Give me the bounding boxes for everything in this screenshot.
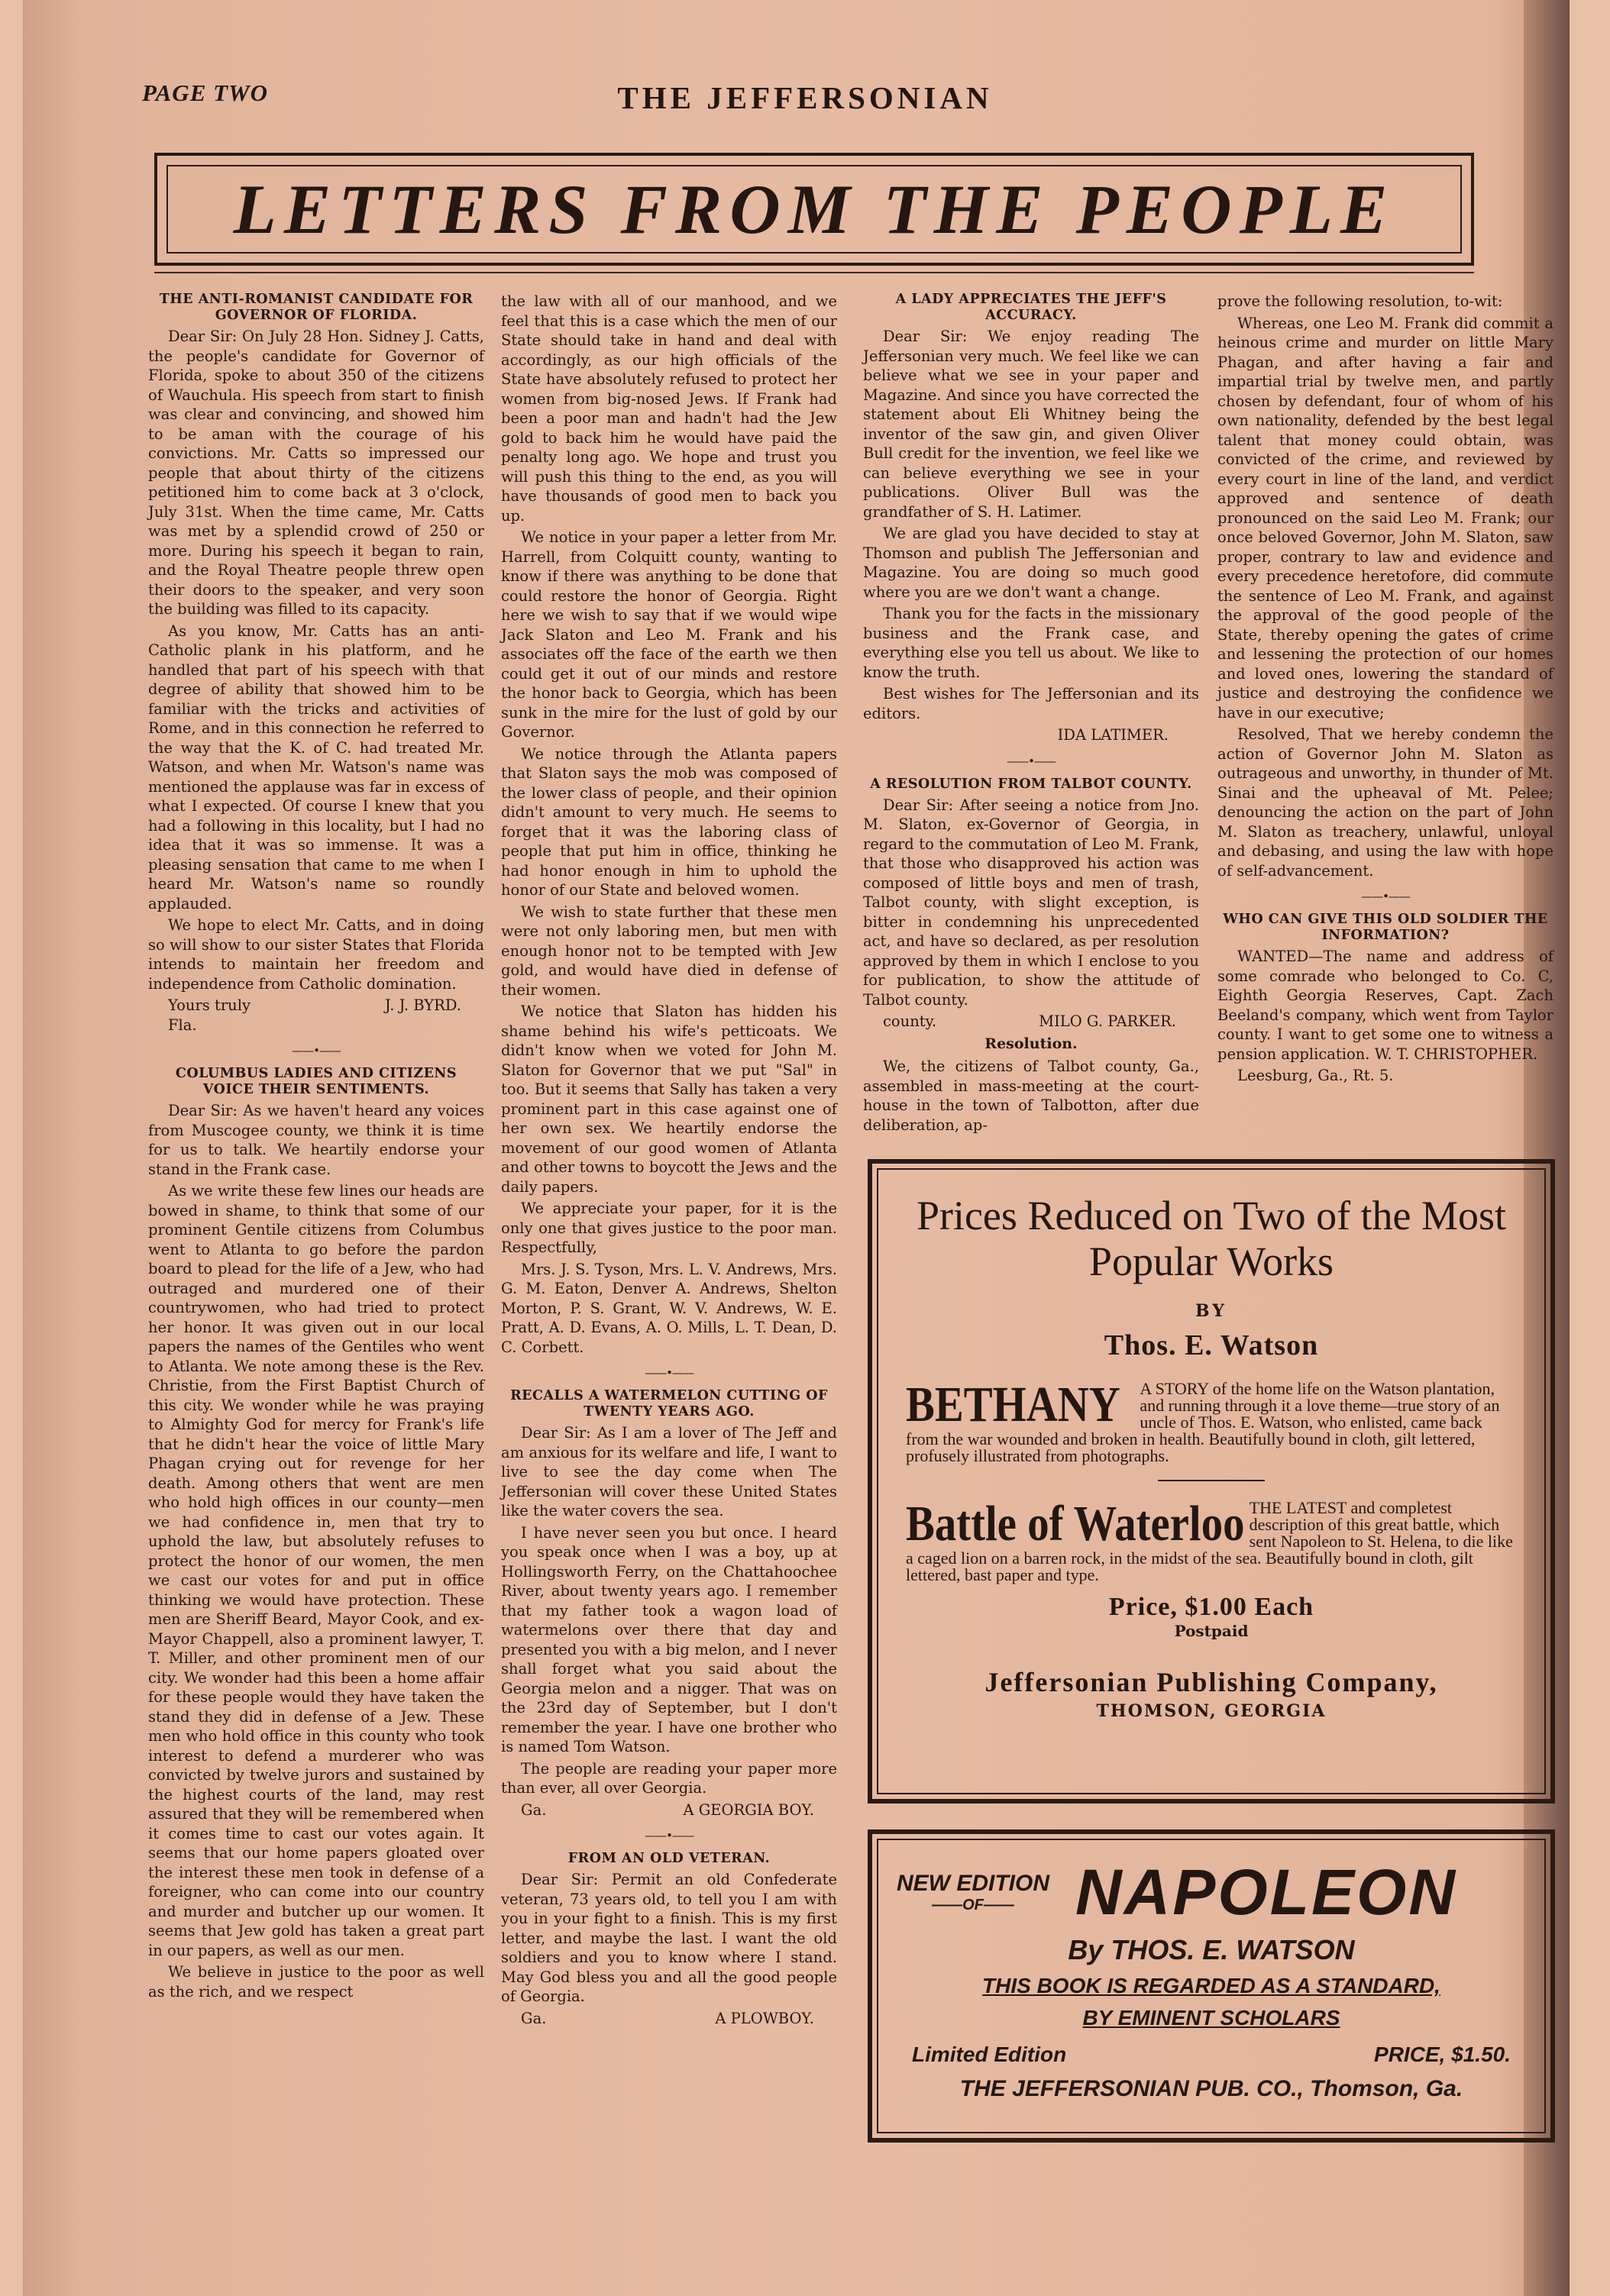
letter-paragraph: Whereas, one Leo M. Frank did commit a heinous crime and murder on little Mary Phagan, and after having a fair and impartial trial by twelve men, and partly chosen by defendant, four of whom of his own nationality, defended by the best legal talent that money could obtain, was convicted of the crime, and reviewed by every court in line of the land, and verdict approved and sentence of death pronounced on the said Leo M. Frank; our once beloved Governor, John M. Slaton, saw proper, contrary to law and evidence and every precedence heretofore, did commute the sentence of Leo M. Frank, and against the approval of the good people of the State, thereby opening the gates of crime and lessening the protection of our homes and loved ones, lowering the standard of justice and destroying the confidence we have in our executive; bbox=[1217, 314, 1553, 722]
ad-by: BY bbox=[1195, 1301, 1227, 1321]
letter-heading: A LADY APPRECIATES THE JEFF'S ACCURACY. bbox=[895, 292, 1167, 323]
section-banner bbox=[154, 153, 1474, 266]
ad-title-row bbox=[878, 1840, 1544, 1929]
letter-paragraph: Dear Sir: As we haven't heard any voices from Muscogee county, we think it is time for us to talk. We heartily endorse your stand in the Frank case. bbox=[148, 1102, 484, 1178]
page-label: PAGE TWO bbox=[142, 79, 269, 106]
letter-place: Leesburg, Ga., Rt. 5. bbox=[1237, 1067, 1394, 1084]
letter-paragraph: As you know, Mr. Catts has an anti-Catholic plank in his platform, and he handled that part of his speech with that degree of ability that showed him to be familiar with the tricks and activities of Rome, and in this connection he referred to the way that the K. of C. had treated Mr. Watson, and when Mr. Watson's name was mentioned the applause was far in excess of what I expected. Of course I knew that you had a following in this locality, but I had no idea that it was so immense. It was a pleasing sensation that came to me when I heard Mr. Watson's name so roundly applauded. bbox=[148, 622, 484, 912]
letter-heading: RECALLS A WATERMELON CUTTING OF TWENTY YEARS AGO. bbox=[510, 1388, 828, 1419]
ad-napoleon bbox=[868, 1829, 1555, 2143]
banner-rule bbox=[154, 272, 1474, 273]
letter-paragraph: the law with all of our manhood, and we feel that this is a case which the men of our State should take in hand and deal with accordingly, as our high officials of the State have absolutely refused to protect her women from big-nosed Jews. If Frank had been a poor man and hadn't had the Jew gold to back him he would have paid the penalty long ago. We hope and trust you will push this thing to the end, as you will have thousands of good men to back you up. bbox=[501, 292, 837, 525]
signature-name: IDA LATIMER. bbox=[1057, 726, 1169, 744]
ad-price: PRICE, $1.50. bbox=[1374, 2043, 1511, 2066]
ad-postpaid: Postpaid bbox=[1174, 1622, 1249, 1640]
separator-rule: ——•—— bbox=[1007, 754, 1056, 768]
letter-paragraph: Best wishes for The Jeffersonian and its editors. bbox=[863, 685, 1199, 722]
letter-paragraph: Dear Sir: We enjoy reading The Jeffersonian very much. We feel like we can believe what we see in your paper and Magazine. And since you have corrected the statement about Eli Whitney being the inventor of the saw gin, and given Oliver Bull credit for the invention, we feel like we can believe everything we see in your publications. Oliver Bull was the grandfather of S. H. Latimer. bbox=[863, 328, 1199, 521]
letter-paragraph: We believe in justice to the poor as well as the rich, and we respect bbox=[148, 1963, 484, 2001]
signature-name: MILO G. PARKER. bbox=[1039, 1012, 1176, 1030]
letter-signature bbox=[501, 2009, 837, 2029]
letter-signature bbox=[501, 1800, 837, 1820]
letter-heading: FROM AN OLD VETERAN. bbox=[567, 1851, 771, 1866]
signature-place: county. bbox=[883, 1012, 937, 1030]
separator-rule: ——•—— bbox=[645, 1829, 693, 1842]
ad-headline: Prices Reduced on Two of the Most Popular Works bbox=[916, 1193, 1507, 1284]
book-description bbox=[906, 1377, 1517, 1465]
separator-rule: ——•—— bbox=[292, 1044, 341, 1058]
ad-tagline-1: THIS BOOK IS REGARDED AS A STANDARD, bbox=[982, 1974, 1440, 1997]
section-title: LETTERS FROM THE PEOPLE bbox=[233, 170, 1395, 248]
letter-place: Fla. bbox=[168, 1016, 197, 1034]
book-title: BETHANY bbox=[906, 1377, 1120, 1432]
ad-price-row bbox=[878, 2043, 1544, 2067]
letter-paragraph: WANTED—The name and address of some comrade who belonged to Co. C, Eighth Georgia Reserves, Capt. Zach Beeland's company, which went from Taylor county. I want to get some one to witness a pension application. W. T. CHRISTOPHER. bbox=[1217, 948, 1553, 1063]
letter-paragraph: We, the citizens of Talbot county, Ga., assembled in mass-meeting at the court-house in the town of Talbotton, after due deliberation, ap- bbox=[863, 1058, 1199, 1134]
book-description-text: A STORY of the home life on the Watson plantation, and running through it a love theme—true story of an uncle of Thos. E. Watson, who enlisted, came back from the war wounded and broken in health. Beautifully bound in cloth, gilt lettered, profusely illustrated from photographs. bbox=[906, 1379, 1500, 1465]
ad-price: Price, $1.00 Each bbox=[1108, 1593, 1314, 1621]
letter-paragraph: Thank you for the facts in the missionary business and the Frank case, and everything else you tell us about. We like to know the truth. bbox=[863, 605, 1199, 681]
separator-rule: ——•—— bbox=[1361, 890, 1410, 903]
separator-rule: ——•—— bbox=[645, 1366, 693, 1380]
ad-tagline-2: BY EMINENT SCHOLARS bbox=[1082, 2006, 1340, 2030]
letter-heading: A RESOLUTION FROM TALBOT COUNTY. bbox=[870, 776, 1192, 792]
letter-heading: WHO CAN GIVE THIS OLD SOLDIER THE INFORMATION? bbox=[1223, 912, 1548, 943]
ad-new-edition: NEW EDITION bbox=[897, 1871, 1049, 1896]
ad-of-text: OF bbox=[962, 1897, 984, 1913]
column-3 bbox=[863, 292, 1199, 1137]
letter-paragraph: We hope to elect Mr. Catts, and in doing so will show to our sister States that Florida intends to maintain her freedom and independence from Catholic domination. bbox=[148, 916, 484, 993]
column-4 bbox=[1217, 292, 1553, 1088]
ad-book-bethany bbox=[878, 1377, 1544, 1465]
masthead: THE JEFFERSONIAN bbox=[617, 80, 993, 115]
section-banner-inner bbox=[166, 165, 1462, 253]
ad-place: THOMSON, GEORGIA bbox=[1096, 1701, 1327, 1721]
ad-edition-block bbox=[897, 1871, 1049, 1914]
signature-name: A GEORGIA BOY. bbox=[683, 1800, 814, 1819]
letter-paragraph: The people are reading your paper more than ever, all over Georgia. bbox=[501, 1759, 837, 1797]
resolution-subhead: Resolution. bbox=[984, 1035, 1078, 1052]
signature-closing: Yours truly bbox=[168, 996, 251, 1014]
ad-byline: By THOS. E. WATSON bbox=[1068, 1934, 1355, 1965]
book-title: Battle of Waterloo bbox=[906, 1496, 1245, 1552]
ad-of: ——OF—— bbox=[932, 1897, 1014, 1913]
letter-paragraph: prove the following resolution, to-wit: bbox=[1217, 292, 1503, 310]
signature-name: A PLOWBOY. bbox=[715, 2009, 814, 2027]
letter-paragraph: We appreciate your paper, for it is the only one that gives justice to the poor man. Respectfully, bbox=[501, 1200, 837, 1256]
signature-place: Ga. bbox=[521, 2009, 547, 2027]
letter-paragraph: Dear Sir: On July 28 Hon. Sidney J. Catts, the people's candidate for Governor of Florida, spoke to about 350 of the citizens of Wauchula. His speech from start to finish was clear and convincing, and showed him to be aman with the courage of his convictions. Mr. Catts so impressed our people that about thirty of the citizens petitioned him to come back at 3 o'clock, July 31st. When the time came, Mr. Catts was met by a splendid crowd of 250 or more. During his speech it began to rain, and the Royal Theatre people threw open their doors to the speaker, and very soon the building was filled to its capacity. bbox=[148, 328, 484, 618]
letter-paragraph: Dear Sir: As I am a lover of The Jeff and am anxious for its welfare and life, I want to live to see the day come when The Jeffersonian will cover these United States like the water covers the sea. bbox=[501, 1424, 837, 1519]
letter-heading: THE ANTI-ROMANIST CANDIDATE FOR GOVERNOR OF FLORIDA. bbox=[159, 292, 474, 323]
letter-paragraph: I have never seen you but once. I heard you speak once when I was a boy, up at Hollingsworth Ferry, on the Chattahoochee River, about twenty years ago. I remember that my father took a wagon load of watermelons over there that day and presented you with a big melon, and I never shall forget what you said about the Georgia melon and a nigger. That was on the 23rd day of September, but I don't remember the year. I have one brother who is named Tom Watson. bbox=[501, 1523, 837, 1755]
column-1 bbox=[148, 292, 484, 2004]
letter-signature bbox=[148, 996, 484, 1016]
ad-author: Thos. E. Watson bbox=[1104, 1329, 1319, 1361]
letter-paragraph: We notice through the Atlanta papers that Slaton says the mob was composed of the lower class of people, and their opinion didn't amount to very much. He seems to forget that it was the laboring class of people that put him in office, thinking he had honor enough in him to uphold the honor of our State and beloved women. bbox=[501, 744, 837, 899]
signature-place: Ga. bbox=[521, 1800, 547, 1819]
ad-publisher: Jeffersonian Publishing Company, bbox=[984, 1667, 1438, 1697]
signature-name: J. J. BYRD. bbox=[384, 996, 461, 1014]
book-description bbox=[906, 1496, 1517, 1584]
letter-paragraph: Resolved, That we hereby condemn the action of Governor John M. Slaton as outrageous and unworthy, in thunder of Mt. Sinai and the upheaval of Mt. Pelee; denouncing the action on the part of John M. Slaton as treachery, unlawful, unloyal and debasing, and using the law with hope of self-advancement. bbox=[1217, 725, 1553, 880]
letter-paragraph: We wish to state further that these men were not only laboring men, but men with enough honor not to be tempted with Jew gold, and would have died in defense of their women. bbox=[501, 903, 837, 999]
ad-inner-border bbox=[877, 1839, 1546, 2133]
ad-publisher: THE JEFFERSONIAN PUB. CO., Thomson, Ga. bbox=[959, 2076, 1463, 2101]
ad-book-waterloo bbox=[878, 1496, 1544, 1584]
letter-paragraph: We are glad you have decided to stay at Thomson and publish The Jeffersonian and Magazine. You are doing so much good where you are we don't want a change. bbox=[863, 525, 1199, 601]
letter-paragraph: Dear Sir: Permit an old Confederate veteran, 73 years old, to tell you I am with you in your fight to a finish. This is my first letter, and maybe the last. I want the old soldiers and you to know where I stand. May God bless you and all the good people of Georgia. bbox=[501, 1871, 837, 2005]
letter-signature bbox=[863, 1012, 1199, 1032]
letter-paragraph: Mrs. J. S. Tyson, Mrs. L. V. Andrews, Mrs. G. M. Eaton, Denver A. Andrews, Shelton Morton, P. S. Grant, W. V. Andrews, W. E. Pratt, A. D. Evans, A. O. Mills, L. T. Dean, D. C. Corbett. bbox=[501, 1260, 837, 1356]
ad-divider bbox=[1158, 1480, 1265, 1481]
letter-paragraph: We notice in your paper a letter from Mr. Harrell, from Colquitt county, wanting to know if there was anything to be done that could restore the honor of Georgia. Right here we wish to say that if we would wipe Jack Slaton and Leo M. Frank and his associates off the face of the earth we then could get it out of our minds and restore the honor back to Georgia, which has been sunk in the mire for the lust of gold by our Governor. bbox=[501, 528, 837, 741]
column-2 bbox=[501, 292, 837, 2028]
letter-paragraph: As we write these few lines our heads are bowed in shame, to think that some of our prominent Gentile citizens from Columbus went to Atlanta to go before the pardon board to plead for the life of a Jew, who had outraged and murdered one of their countrywomen, who had tried to protect her honor. It was given out in our local papers the names of the Gentiles who went to Atlanta. We note among these is the Rev. Christie, from the First Baptist Church of this city. We wonder while he was praying to Almighty God for mercy for Frank's life that he didn't hear the voice of little Mary Phagan crying out for revenge for her death. Among others that went are men who hold high offices in our county—men we had confidence in, men that try to uphold the law, but absolutely refuses to protect the honor of our women, the men we cast our votes for and put in office thinking we would have protection. These men are Sheriff Beard, Mayor Cook, and ex-Mayor Chappell, also a prominent lawyer, T. T. Miller, and other prominent men of our city. We wonder had this been a home affair for these people would they have taken the stand they did in defense of a Jew. These men who hold office in this county who took interest to defend a murderer who was convicted by twelve jurors and sustained by the highest courts of the land, may rest assured that they will be remembered when it comes time to cast our votes again. It seems that our home papers gloated over the interest these men took in defense of a foreigner, who can come into our country and murder and butcher up our women. It seems that Jew gold has taken a great part in our papers, as well as our men. bbox=[148, 1182, 484, 1959]
ad-limited: Limited Edition bbox=[912, 2043, 1067, 2066]
letter-heading: COLUMBUS LADIES AND CITIZENS VOICE THEIR SENTIMENTS. bbox=[175, 1066, 457, 1097]
ad-watson-works bbox=[868, 1159, 1555, 1804]
ad-inner-border bbox=[877, 1168, 1546, 1794]
ad-title: NAPOLEON bbox=[1075, 1856, 1458, 1928]
letter-paragraph: Dear Sir: After seeing a notice from Jno. M. Slaton, ex-Governor of Georgia, in regard to the commutation of Leo M. Frank, that those who disapproved his action was composed of little boys and men of trash, Talbot county, with slight exception, is bitter in condemning his unprecedented act, and have so declared, as per resolution approved by them in which I enclose to you for publication, to show the attitude of Talbot county. bbox=[863, 796, 1199, 1009]
book-description-text: THE LATEST and completest description of this great battle, which sent Napoleon to St. Helena, to die like a caged lion on a barren rock, in the midst of the sea. Beautifully bound in cloth, gilt lettered, bast paper and type. bbox=[906, 1498, 1513, 1584]
letter-paragraph: We notice that Slaton has hidden his shame behind his wife's petticoats. We didn't know when we voted for John M. Slaton for Governor that we put "Sal" in too. But it seems that Sally has taken a very prominent part in this case against one of her own sex. We heartily endorse the movement of our good women of Atlanta and other towns to boycott the Jews and the daily papers. bbox=[501, 1003, 837, 1196]
